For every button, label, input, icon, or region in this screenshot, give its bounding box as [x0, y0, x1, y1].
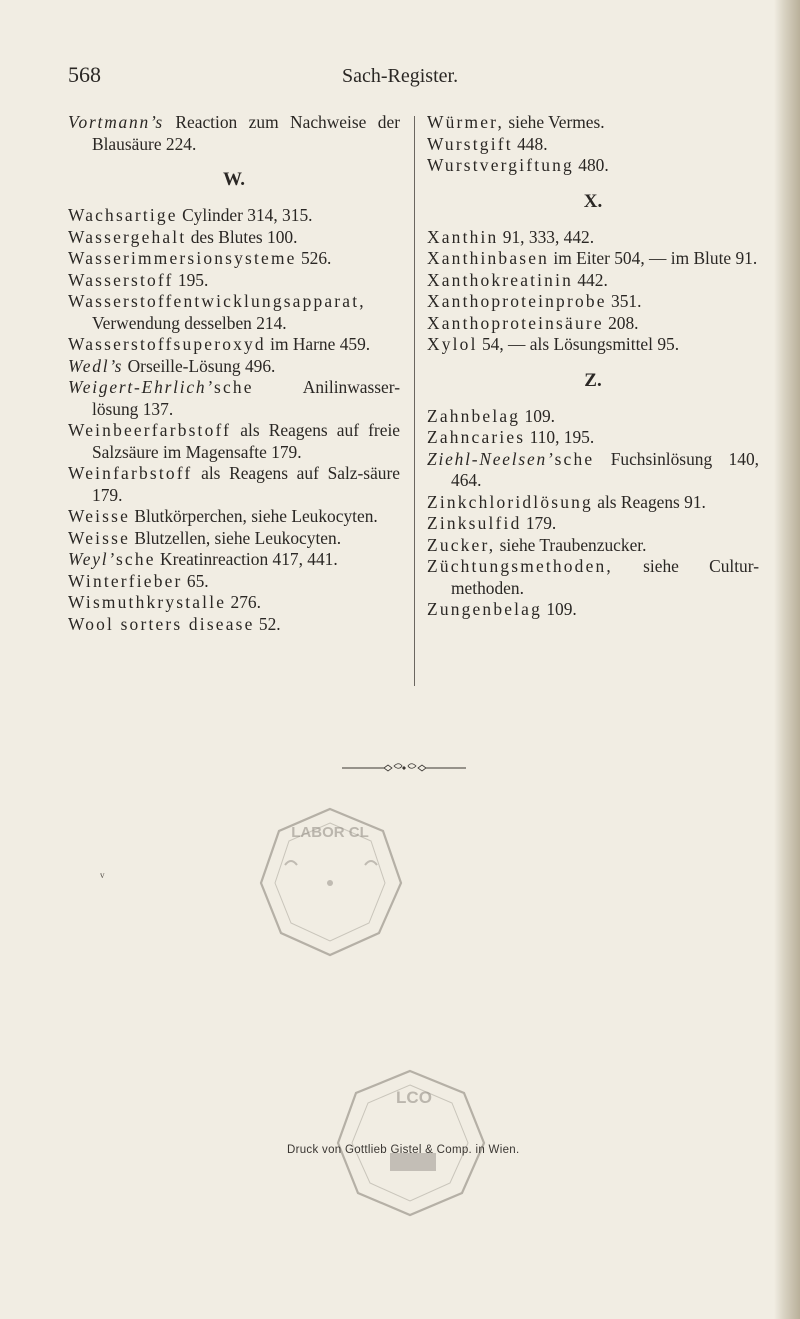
page-edge-shadow	[774, 0, 800, 1319]
index-entry	[68, 377, 400, 420]
entry-term: Würmer,	[427, 112, 504, 132]
index-entry	[427, 599, 759, 621]
entry-term: Zinkchloridlösung	[427, 491, 593, 512]
entry-text: Blutkörperchen, siehe Leukocyten.	[130, 506, 378, 526]
index-entry	[427, 112, 759, 134]
entry-text: des Blutes 100.	[186, 226, 298, 247]
entry-text: Verwendung desselben 214.	[92, 312, 287, 333]
index-entry	[427, 134, 759, 156]
entry-term: Wasserstoffsuperoxyd	[68, 334, 266, 354]
stamp-lower-text: LCO	[396, 1088, 432, 1107]
entry-term: Winterfieber	[68, 570, 183, 591]
entry-term: sche	[115, 549, 156, 569]
index-entry	[427, 427, 759, 449]
index-entry	[68, 205, 400, 227]
index-entry	[68, 334, 400, 356]
entry-text: 110, 195.	[525, 427, 595, 447]
entry-text: 109.	[520, 405, 555, 426]
index-entry	[427, 248, 759, 270]
index-entry	[427, 313, 759, 335]
ornament-rule	[342, 761, 466, 775]
index-entry	[427, 270, 759, 292]
entry-term: Xanthokreatinin	[427, 269, 574, 290]
entry-text: 442.	[573, 269, 608, 290]
entry-text: Blutzellen, siehe Leukocyten.	[130, 527, 342, 548]
index-entry	[68, 528, 400, 550]
entry-term: Xanthinbasen	[427, 248, 550, 268]
index-entry	[427, 449, 759, 492]
entry-text: Kreatinreaction 417, 441.	[155, 549, 338, 569]
index-entry	[427, 535, 759, 557]
entry-term: Wurstgift	[427, 133, 513, 154]
entry-text: 91, 333, 442.	[498, 226, 595, 247]
index-entry	[427, 334, 759, 356]
index-entry	[68, 420, 400, 463]
right-column	[427, 112, 759, 621]
entry-term: Wasserstoffentwicklungsapparat,	[68, 291, 366, 311]
printer-imprint: Druck von Gottlieb Gistel & Comp. in Wien.	[287, 1144, 520, 1156]
index-entry	[427, 513, 759, 535]
stamp-upper-text: LABOR CL	[291, 824, 369, 841]
entry-text: siehe Traubenzucker.	[495, 534, 647, 555]
page-number: 568	[68, 62, 101, 87]
index-entry	[68, 112, 400, 155]
index-entry	[68, 571, 400, 593]
index-entry	[68, 291, 400, 334]
section-letter: X.	[583, 190, 603, 212]
entry-text: 54, — als Lösungsmittel 95.	[477, 334, 680, 354]
index-entry	[427, 406, 759, 428]
entry-text: als Reagens auf Salz-säure 179.	[92, 463, 400, 505]
entry-term: Wismuthkrystalle	[68, 592, 227, 612]
entry-text: im Eiter 504, — im Blute 91.	[549, 248, 758, 268]
index-entry	[68, 549, 400, 571]
entry-text: 109.	[541, 599, 577, 619]
entry-term: Wurstvergiftung	[427, 155, 574, 175]
entry-term: Zungenbelag	[427, 599, 542, 619]
index-entry	[68, 356, 400, 378]
entry-term: Xanthin	[427, 226, 499, 247]
index-entry	[68, 614, 400, 636]
entry-term: Xanthoproteinprobe	[427, 291, 607, 311]
entry-text: 351.	[606, 291, 642, 311]
entry-term: sche	[214, 377, 254, 397]
entry-term: Weinbeerfarbstoff	[68, 420, 232, 440]
index-entry	[427, 492, 759, 514]
entry-text: Cylinder 314, 315.	[177, 205, 313, 225]
entry-text: als Reagens auf freie Salzsäure im Magensafte 179.	[92, 420, 400, 462]
library-stamp-icon	[255, 805, 405, 960]
entry-term: Weisse	[68, 527, 131, 548]
entry-text: siehe Cultur-methoden.	[451, 556, 759, 598]
entry-text: 65.	[182, 570, 209, 591]
entry-text: 52.	[254, 613, 281, 634]
index-entry	[68, 227, 400, 249]
entry-term: sche	[554, 448, 595, 469]
entry-term: Zahnbelag	[427, 405, 521, 426]
entry-term: Wool sorters disease	[68, 613, 255, 634]
entry-author: Weyl’	[68, 549, 116, 569]
entry-text: 208.	[603, 312, 639, 333]
index-entry	[68, 592, 400, 614]
index-entry	[427, 227, 759, 249]
entry-term: Weisse	[68, 506, 131, 526]
entry-term: Zinksulfid	[427, 513, 522, 533]
section-letter: W.	[222, 169, 245, 190]
entry-text: 526.	[296, 248, 332, 268]
lower-stamp-icon	[330, 1065, 490, 1220]
index-entry	[68, 248, 400, 270]
entry-text: 179.	[521, 513, 557, 533]
entry-term: Xylol	[427, 334, 478, 354]
entry-term: Weinfarbstoff	[68, 463, 193, 483]
entry-text: Fuchsinlösung 140, 464.	[451, 448, 759, 490]
column-rule	[414, 116, 415, 686]
index-entry	[427, 556, 759, 599]
stray-mark: v	[100, 870, 105, 880]
entry-term: Zucker,	[427, 534, 496, 555]
left-column	[68, 112, 400, 635]
entry-text: 480.	[573, 155, 609, 175]
entry-text: 276.	[226, 592, 261, 612]
entry-text: Anilinwasser-lösung 137.	[92, 377, 400, 419]
entry-text: im Harne 459.	[265, 334, 371, 354]
entry-term: Wassergehalt	[68, 226, 187, 247]
entry-author: Weigert-Ehrlich’	[68, 377, 214, 397]
index-entry	[68, 463, 400, 506]
index-entry	[427, 155, 759, 177]
entry-text: Orseille-Lösung 496.	[123, 355, 276, 376]
entry-text: 195.	[173, 269, 209, 290]
entry-author: Vortmann’s	[68, 112, 164, 132]
entry-term: Xanthoproteinsäure	[427, 312, 604, 333]
entry-text: siehe Vermes.	[504, 112, 605, 132]
section-letter: Z.	[584, 369, 602, 391]
entry-term: Zahncaries	[427, 427, 526, 447]
entry-term: Wachsartige	[68, 205, 178, 225]
entry-author: Ziehl-Neelsen’	[427, 448, 555, 469]
index-entry	[427, 291, 759, 313]
entry-term: Wasserimmersionsysteme	[68, 248, 297, 268]
entry-term: Wasserstoff	[68, 269, 174, 290]
entry-text: als Reagens 91.	[592, 491, 706, 512]
entry-text: Reaction zum Nachweise der Blausäure 224.	[92, 112, 400, 154]
running-head: Sach-Register.	[342, 65, 459, 87]
entry-author: Wedl’s	[68, 355, 124, 376]
index-entry	[68, 506, 400, 528]
index-entry	[68, 270, 400, 292]
entry-text: 448.	[512, 133, 548, 154]
entry-term: Züchtungsmethoden,	[427, 556, 613, 576]
